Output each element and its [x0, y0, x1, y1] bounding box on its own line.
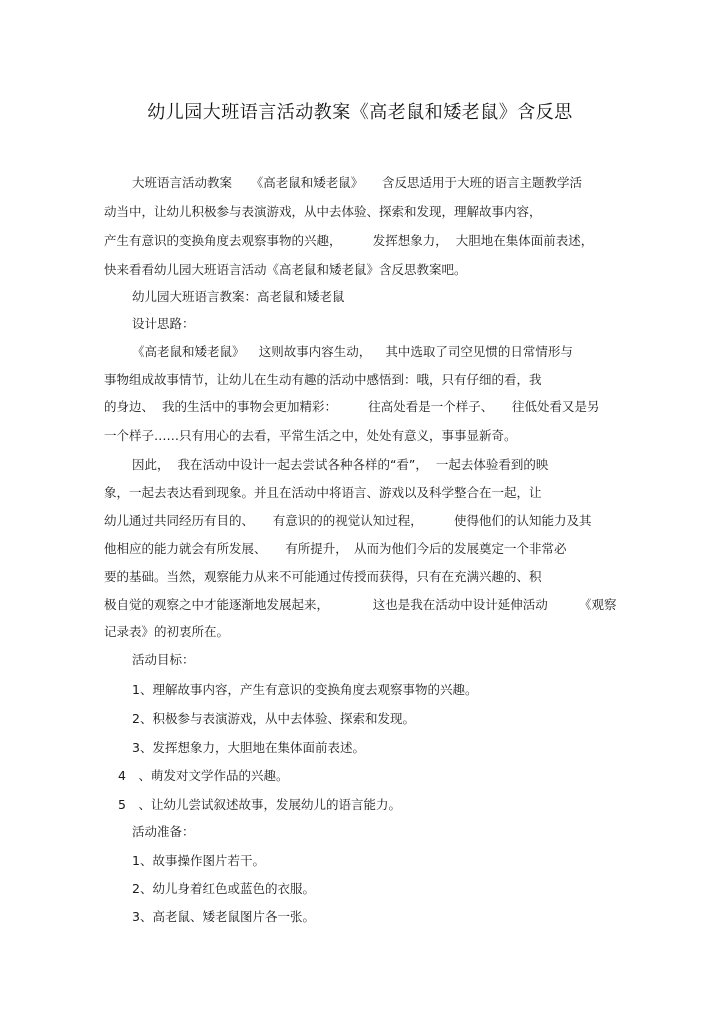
prep-item: 2、幼儿身着红色或蓝色的衣服。 — [132, 881, 315, 896]
design-line: 象，一起去表达看到现象。并且在活动中将语言、游戏以及科学整合在一起，让 — [104, 485, 542, 500]
design-heading: 设计思路： — [132, 316, 195, 331]
design-line: 事物组成故事情节，让幼儿在生动有趣的活动中感悟到：哦，只有仔细的看，我 — [104, 372, 542, 387]
intro-line: 动当中，让幼儿积极参与表演游戏，从中去体验、探索和发现，理解故事内容， — [104, 204, 542, 219]
intro-line: 产生有意识的变换角度去观察事物的兴趣， 发挥想象力， 大胆地在集体面前表述， — [104, 233, 594, 248]
design-line: 极自觉的观察之中才能逐渐地发展起来， 这也是我在活动中设计延伸活动 《观察 — [104, 597, 617, 612]
design-line: 一个样子……只有用心的去看，平常生活之中，处处有意义，事事显新奇。 — [104, 428, 517, 443]
intro-line: 快来看看幼儿园大班语言活动《高老鼠和矮老鼠》含反思教案吧。 — [104, 262, 467, 277]
goal-item: 3、发挥想象力，大胆地在集体面前表述。 — [132, 740, 365, 755]
design-line: 要的基础。当然，观察能力从来不可能通过传授而获得，只有在充满兴趣的、积 — [104, 569, 542, 584]
goal-item: 2、积极参与表演游戏，从中去体验、探索和发现。 — [132, 711, 415, 726]
design-line: 因此， 我在活动中设计一起去尝试各种各样的“看”， 一起去体验看到的映 — [132, 457, 549, 472]
design-line: 记录表》的初衷所在。 — [104, 624, 230, 639]
goals-heading: 活动目标： — [132, 652, 195, 667]
goal-item: 1、理解故事内容，产生有意识的变换角度去观察事物的兴趣。 — [132, 682, 478, 697]
document-title: 幼儿园大班语言活动教案《高老鼠和矮老鼠》含反思 — [147, 102, 573, 123]
design-line: 的身边、 我的生活中的事物会更加精彩： 往高处看是一个样子、 往低处看又是另 — [104, 399, 600, 414]
prep-item: 1、故事操作图片若干。 — [132, 853, 265, 868]
prep-item: 3、高老鼠、矮老鼠图片各一张。 — [132, 909, 315, 924]
intro-line: 大班语言活动教案 《高老鼠和矮老鼠》 含反思适用于大班的语言主题教学活 — [132, 175, 583, 190]
prep-heading: 活动准备： — [132, 824, 195, 839]
design-line: 他相应的能力就会有所发展、 有所提升， 从而为他们今后的发展奠定一个非常必 — [104, 541, 567, 556]
goal-item: 4 、萌发对文学作品的兴趣。 — [118, 768, 289, 783]
goal-item: 5 、让幼儿尝试叙述故事，发展幼儿的语言能力。 — [118, 797, 401, 812]
design-line: 《高老鼠和矮老鼠》 这则故事内容生动， 其中选取了司空见惯的日常情形与 — [132, 344, 573, 359]
design-line: 幼儿通过共同经历有目的、 有意识的的视觉认知过程， 使得他们的认知能力及其 — [104, 513, 592, 528]
section-subtitle: 幼儿园大班语言教案：高老鼠和矮老鼠 — [132, 289, 345, 304]
